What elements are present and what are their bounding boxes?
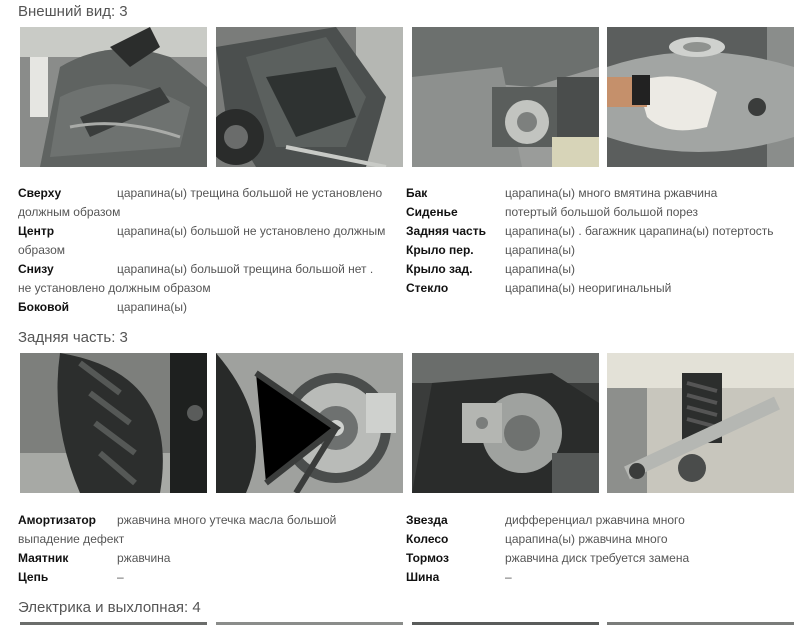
exterior-photo-fuel-tank[interactable] [607,27,794,167]
spec-key: Звезда [406,513,448,527]
spec-row [18,549,388,568]
exterior-specs-left [18,184,388,317]
spec-row [18,184,388,222]
spec-value: царапина(ы) неоригинальный [505,281,672,295]
spec-value: царапина(ы) . багажник царапина(ы) потертость [505,224,774,238]
section-title-exterior: Внешний вид: 3 [18,3,128,20]
spec-row [406,568,796,587]
spec-value: ржавчина [117,551,171,565]
rear-specs-right [406,511,796,587]
spec-row [406,260,796,279]
spec-key: Бак [406,186,428,200]
section-title-electrics: Электрика и выхлопная: 4 [18,599,201,616]
spec-row [406,279,796,298]
spec-value: – [505,570,512,584]
spec-key: Снизу [18,262,54,276]
spec-value: ржавчина много утечка масла большой выпадение дефект [18,513,337,546]
spec-value: царапина(ы) большой трещина большой нет . не установлено должным образом [18,262,374,295]
spec-key: Крыло зад. [406,262,473,276]
spec-key: Задняя часть [406,224,486,238]
spec-key: Боковой [18,300,70,314]
spec-key: Сверху [18,186,62,200]
spec-value: царапина(ы) трещина большой не установлено должным образом [18,186,383,219]
spec-value: – [117,570,124,584]
spec-row [406,530,796,549]
rear-specs-left [18,511,388,587]
spec-key: Крыло пер. [406,243,474,257]
spec-row [406,222,796,241]
rear-photo-shock-absorber[interactable] [607,353,794,493]
spec-value: ржавчина диск требуется замена [505,551,690,565]
spec-key: Сиденье [406,205,458,219]
spec-row [406,511,796,530]
spec-row [406,549,796,568]
exterior-photo-engine-side[interactable] [412,27,599,167]
spec-key: Цепь [18,570,49,584]
spec-row [18,568,388,587]
spec-row [18,511,388,549]
rear-photo-differential[interactable] [412,353,599,493]
exterior-photo-side-panel[interactable] [216,27,403,167]
spec-key: Центр [18,224,55,238]
spec-row [18,222,388,260]
exterior-photo-front-fairing[interactable] [20,27,207,167]
spec-key: Маятник [18,551,69,565]
rear-photo-brake-disc[interactable] [216,353,403,493]
spec-value: царапина(ы) большой не установлено должным образом [18,224,386,257]
spec-key: Шина [406,570,440,584]
rear-photo-tire[interactable] [20,353,207,493]
spec-row [18,260,388,298]
spec-value: царапина(ы) [117,300,188,314]
spec-key: Стекло [406,281,449,295]
spec-row [406,184,796,203]
spec-row [406,241,796,260]
exterior-specs-right [406,184,796,298]
spec-key: Амортизатор [18,513,96,527]
spec-value: дифференциал ржавчина много [505,513,685,527]
spec-row [18,298,388,317]
spec-value: царапина(ы) много вмятина ржавчина [505,186,718,200]
spec-key: Колесо [406,532,449,546]
spec-value: царапина(ы) [505,262,576,276]
spec-value: потертый большой большой порез [505,205,699,219]
spec-key: Тормоз [406,551,449,565]
section-title-rear: Задняя часть: 3 [18,329,128,346]
spec-value: царапина(ы) [505,243,576,257]
spec-row [406,203,796,222]
spec-value: царапина(ы) ржавчина много [505,532,668,546]
